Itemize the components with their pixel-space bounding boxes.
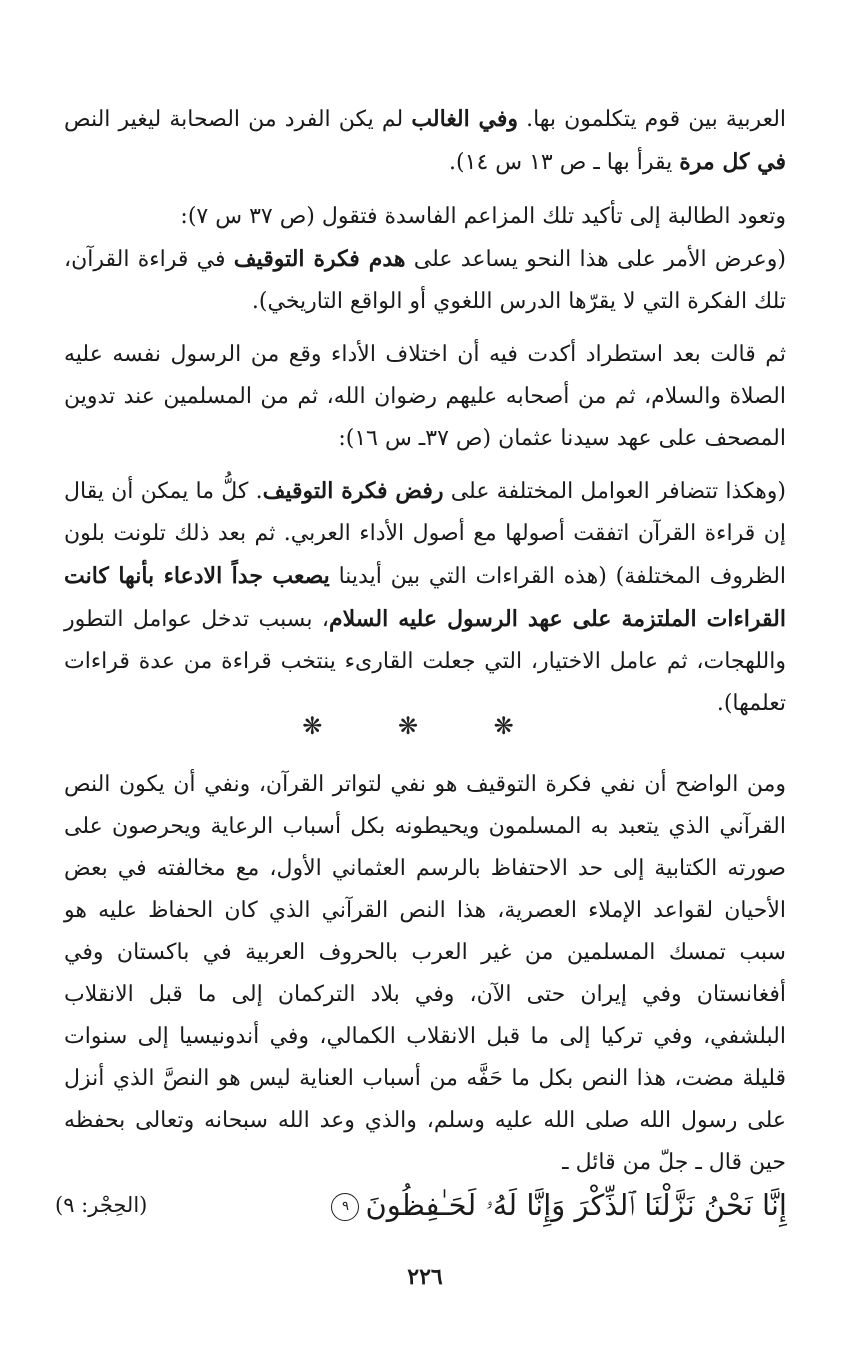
verse-reference: (الحِجْر: ٩) (55, 1193, 148, 1217)
quran-verse (331, 1178, 787, 1232)
section-separator: ❋ ❋ ❋ (302, 712, 548, 740)
paragraph-2 (64, 196, 786, 238)
bold-run: في كل مرة (679, 149, 786, 175)
text-run: لم يكن الفرد من الصحابة ليغير النص (64, 107, 412, 132)
bold-run: هدم فكرة التوقيف (233, 246, 406, 272)
text-run: (وعرض الأمر على هذا النحو يساعد على (405, 247, 786, 272)
verse-text: إِنَّا نَحْنُ نَزَّلْنَا ٱلذِّكْرَ وَإِنَّا لَهُۥ لَحَـٰفِظُونَ (365, 1188, 787, 1222)
text-run: ثم قالت بعد استطراد أكدت فيه أن اختلاف الأداء وقع من الرسول نفسه عليه الصلاة والسلام، ثم من أصحابه عليهم رضوان الله، ثم من المسلمين عند تدوين المصحف على عهد سيدنا عثمان (ص ٣٧ـ س ١٦): (64, 342, 786, 451)
text-run: يقرأ بها ـ ص ١٣ س ١٤). (449, 150, 680, 175)
bold-run: يصعب جداً الادعاء بأنها كانت القراءات الملتزمة على عهد الرسول عليه السلام (64, 563, 787, 632)
text-run: . كلُّ ما يمكن أن يقال إن قراءة القرآن اتفقت أصولها مع أصول الأداء العربي. ثم بعد ذلك تلونت بلون الظروف المختلفة) (هذه القراءات التي بين أيدينا (64, 479, 787, 589)
quran-verse-row (55, 1178, 787, 1232)
page-number: ٢٢٦ (407, 1264, 443, 1290)
text-run: (وهكذا تتضافر العوامل المختلفة على (443, 479, 787, 504)
text-run: العربية بين قوم يتكلمون بها. (518, 107, 787, 132)
verse-number-marker: ٩ (331, 1193, 359, 1221)
paragraph-1 (64, 98, 786, 184)
text-run: ومن الواضح أن نفي فكرة التوقيف هو نفي لتواتر القرآن، ونفي أن يكون النص القرآني الذي يتعبد به المسلمون ويحيطونه بكل أسباب الرعاية ويحرصون على صورته الكتابية إلى حد الاحتفاظ بالرسم العثماني الأول، مع مخالفته في بعض الأحيان لقواعد الإملاء العصرية، هذا النص القرآني الذي كان الحفاظ عليه هو سبب تمسك المسلمين من غير العرب بالحروف العربية في باكستان وفي أفغانستان وفي إيران حتى الآن، وفي بلاد التركمان إلى ما قبل الانقلاب البلشفي، وفي تركيا إلى ما قبل الانقلاب الكمالي، وفي أندونيسيا إلى سنوات قليلة مضت، هذا النص بكل ما حَفَّه من أسباب العناية ليس هو النصَّ الذي أنزل على رسول الله صلى الله عليه وسلم، والذي وعد الله سبحانه وتعالى بحفظه حين قال ـ جلّ من قائل ـ (64, 772, 786, 1175)
paragraph-4 (64, 334, 786, 460)
bold-run: وفي الغالب (411, 106, 518, 132)
text-run: وتعود الطالبة إلى تأكيد تلك المزاعم الفاسدة فتقول (ص ٣٧ س ٧): (180, 204, 786, 229)
paragraph-5 (64, 470, 786, 725)
text-run: في قراءة القرآن، تلك الفكرة التي لا يقرّها الدرس اللغوي أو الواقع التاريخي). (64, 247, 786, 314)
bold-run: رفض فكرة التوقيف (262, 478, 444, 504)
text-run: ، بسبب تدخل عوامل التطور واللهجات، ثم عامل الاختيار، التي جعلت القارىء ينتخب قراءة من عدة قراءات تعلمها). (64, 607, 786, 716)
paragraph-6 (64, 764, 786, 1184)
paragraph-3 (64, 238, 786, 323)
